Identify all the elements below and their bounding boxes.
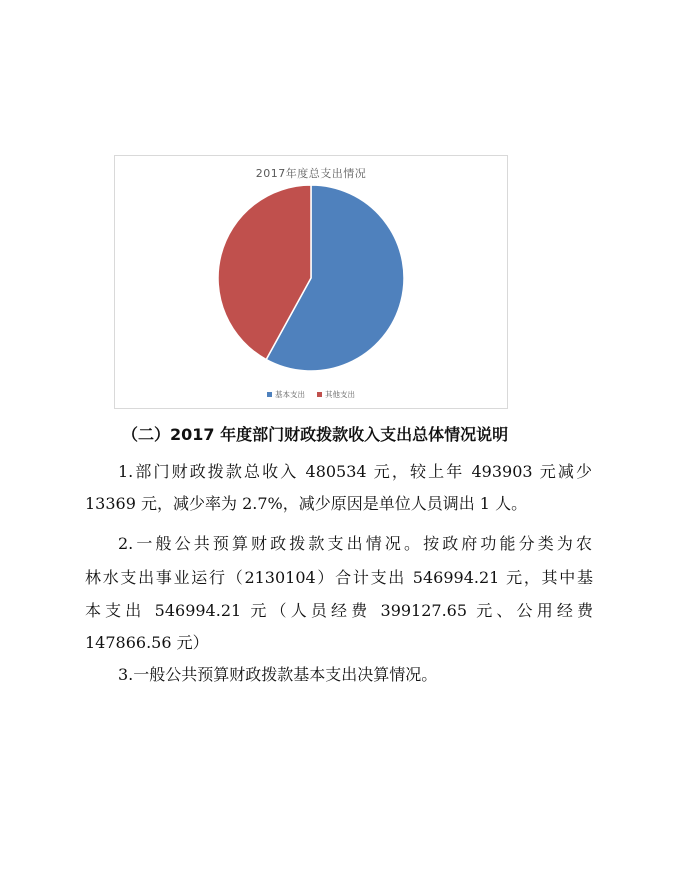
paragraph-3-line-1: 3.一般公共预算财政拨款基本支出决算情况。 [118,665,438,684]
pie-chart-frame [114,155,508,409]
paragraph-2-line-4: 147866.56 元） [85,633,209,652]
section-heading: （二）2017 年度部门财政拨款收入支出总体情况说明 [122,425,509,444]
paragraph-1-line-1: 1.部门财政拨款总收入 480534 元，较上年 493903 元减少 [118,462,592,481]
legend-label-other: 其他支出 [325,390,355,399]
paragraph-1-line-2: 13369 元，减少率为 2.7%，减少原因是单位人员调出 1 人。 [85,494,528,513]
legend-item-basic [267,389,305,400]
chart-legend [115,389,507,400]
paragraph-2-line-2: 林水支出事业运行（2130104）合计支出 546994.21 元，其中基 [85,568,593,587]
legend-swatch-basic [267,392,272,397]
legend-label-basic: 基本支出 [275,390,305,399]
legend-item-other [317,389,355,400]
paragraph-2-line-1: 2.一般公共预算财政拨款支出情况。按政府功能分类为农 [118,534,592,553]
legend-swatch-other [317,392,322,397]
chart-title: 2017年度总支出情况 [255,167,367,180]
pie-chart [195,184,427,372]
paragraph-2-line-3: 本支出 546994.21 元（人员经费 399127.65 元、公用经费 [85,601,593,620]
